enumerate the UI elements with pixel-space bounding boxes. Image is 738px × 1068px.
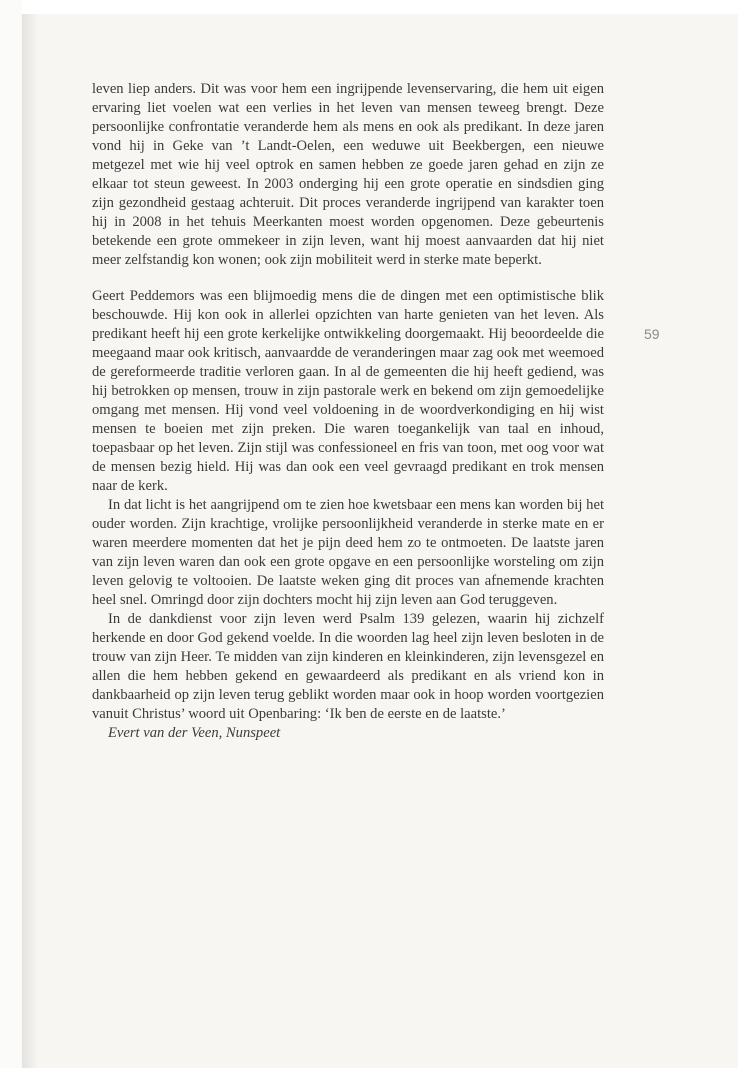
body-text bbox=[92, 80, 604, 743]
scan-margin-left bbox=[0, 0, 22, 1068]
paragraph: In dat licht is het aangrijpend om te zien hoe kwetsbaar een mens kan worden bij het ouder worden. Zijn krachtige, vrolijke persoonlijkheid veranderde in sterke mate en er waren meerdere momenten dat het je pijn deed hem zo te ontmoeten. De laatste jaren van zijn leven waren dan ook een grote opgave en een persoonlijke worsteling om zijn leven gelovig te voltooien. De laatste weken ging dit proces van afnemende krachten heel snel. Omringd door zijn dochters mocht hij zijn leven aan God teruggeven. bbox=[92, 497, 604, 608]
author-signature: Evert van der Veen, Nunspeet bbox=[108, 725, 281, 741]
page-number: 59 bbox=[644, 326, 660, 342]
paragraph: In de dankdienst voor zijn leven werd Psalm 139 gelezen, waarin hij zichzelf herkende en door God gekend voelde. In die woorden lag heel zijn leven besloten in de trouw van zijn Heer. Te midden van zijn kinderen en kleinkinderen, zijn levensgezel en allen die hem hebben gekend en gewaardeerd als predikant en als vriend kon in dankbaarheid op zijn leven terug geblikt worden maar ook in hoop worden voortgezien vanuit Christus’ woord uit Openbaring: ‘Ik ben de eerste en de laatste.’ bbox=[92, 611, 604, 722]
scan-margin-top bbox=[0, 0, 738, 14]
page-binding-shadow bbox=[22, 14, 38, 1068]
paragraph: Geert Peddemors was een blijmoedig mens die de dingen met een optimistische blik beschouwde. Hij kon ook in allerlei opzichten van harte genieten van het leven. Als predikant heeft hij een grote kerkelijke ontwikkeling doorgemaakt. Hij beoordeelde die meegaand maar ook kritisch, aanvaardde de veranderingen maar zag ook met weemoed de gereformeerde traditie verloren gaan. In al de gemeenten die hij heeft gediend, was hij betrokken op mensen, trouw in zijn pastorale werk en bekend om zijn gemoedelijke omgang met mensen. Hij vond veel voldoening in de woordverkondiging en hij wist mensen te boeien met zijn preken. Die waren toegankelijk van taal en inhoud, toepasbaar op het leven. Zijn stijl was confessioneel en fris van toon, met oog voor wat de mensen bezig hield. Hij was dan ook een veel gevraagd predikant en trok mensen naar de kerk. bbox=[92, 288, 604, 494]
paragraph-continuation: leven liep anders. Dit was voor hem een ingrijpende levenservaring, die hem uit eigen ervaring liet voelen wat een verlies in het leven van mensen teweeg brengt. Deze persoonlijke confrontatie veranderde hem als mens en ook als predikant. In deze jaren vond hij in Geke van ’t Landt-Oelen, een weduwe uit Beekbergen, een nieuwe metgezel met wie hij veel optrok en samen hebben ze goede jaren gehad en zijn ze elkaar tot steun geweest. In 2003 onderging hij een grote operatie en sindsdien ging zijn gezondheid gestaag achteruit. Dit proces veranderde ingrijpend van karakter toen hij in 2008 in het tehuis Meerkanten moest worden opgenomen. Deze gebeurtenis betekende een grote ommekeer in zijn leven, want hij moest aanvaarden dat hij niet meer zelfstandig kon wonen; ook zijn mobiliteit werd in sterke mate beperkt. bbox=[92, 81, 604, 268]
